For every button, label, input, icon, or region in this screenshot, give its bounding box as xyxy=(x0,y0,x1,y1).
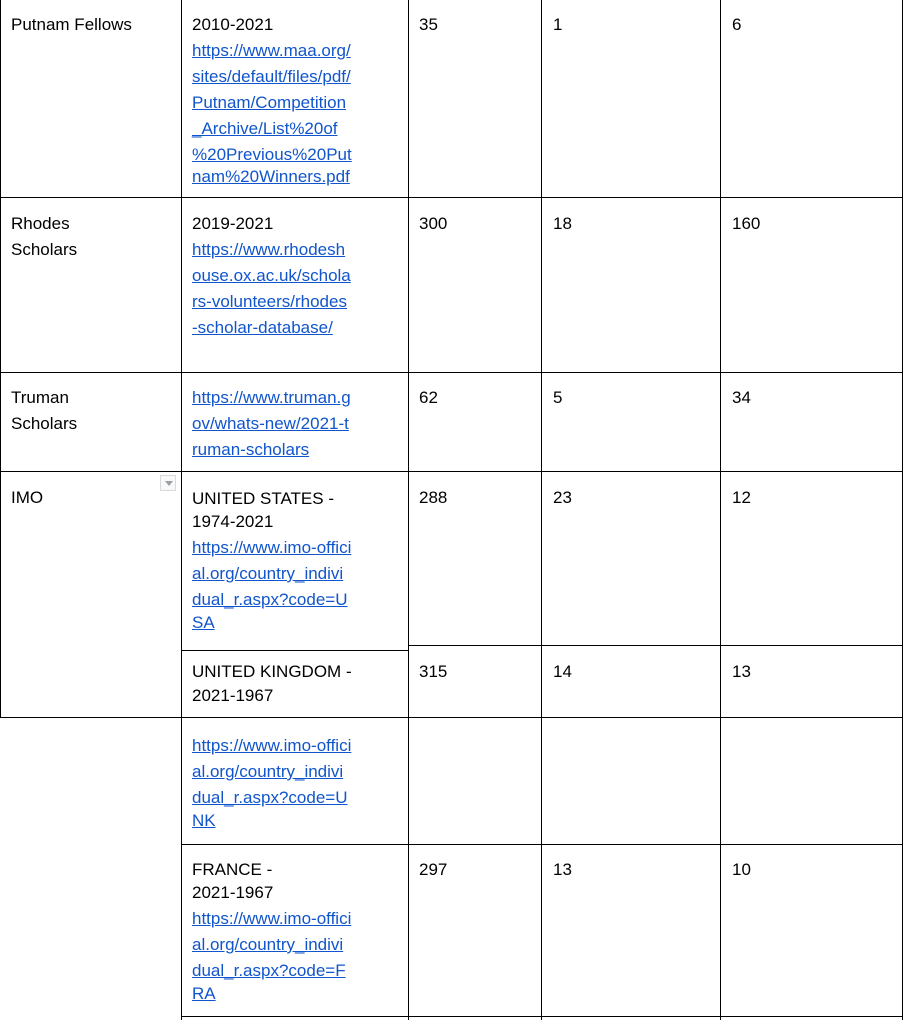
cell-rhodes-name[interactable]: Scholars xyxy=(11,240,78,259)
cell-imo-france-label[interactable]: 2021-1967 xyxy=(192,883,274,902)
cell-truman-name[interactable]: Truman xyxy=(11,388,69,407)
cell-truman-name[interactable]: Scholars xyxy=(11,414,78,433)
cell-truman-col3[interactable]: 62 xyxy=(419,388,438,407)
grid-line xyxy=(408,645,903,646)
cell-imo-usa-col4[interactable]: 23 xyxy=(553,488,572,507)
cell-imo-usa-col3[interactable]: 288 xyxy=(419,488,448,507)
grid-line xyxy=(181,0,182,1020)
grid-line xyxy=(0,717,903,718)
putnam-url-link[interactable]: %20Previous%20Put xyxy=(192,145,352,164)
truman-url-link[interactable]: ov/whats-new/2021-t xyxy=(192,414,349,433)
cell-imo-uk-label[interactable]: UNITED KINGDOM - xyxy=(192,662,352,681)
cell-rhodes-name[interactable]: Rhodes xyxy=(11,214,70,233)
imo-uk-url-link[interactable]: dual_r.aspx?code=U xyxy=(192,788,348,807)
imo-france-url-link[interactable]: dual_r.aspx?code=F xyxy=(192,961,346,980)
grid-line xyxy=(0,471,903,472)
cell-imo-name[interactable]: IMO xyxy=(11,488,44,507)
cell-rhodes-years[interactable]: 2019-2021 xyxy=(192,214,274,233)
putnam-url-link[interactable]: Putnam/Competition xyxy=(192,93,347,112)
putnam-url-link[interactable]: https://www.maa.org/ xyxy=(192,41,351,60)
imo-uk-url-link[interactable]: https://www.imo-offici xyxy=(192,736,352,755)
grid-line xyxy=(0,372,903,373)
cell-rhodes-col4[interactable]: 18 xyxy=(553,214,572,233)
rhodes-url-link[interactable]: ouse.ox.ac.uk/schola xyxy=(192,266,351,285)
putnam-url-link[interactable]: _Archive/List%20of xyxy=(192,119,338,138)
cell-imo-uk-col5[interactable]: 13 xyxy=(732,662,751,681)
imo-france-url-link[interactable]: RA xyxy=(192,984,216,1003)
grid-line xyxy=(902,0,903,1020)
grid-line xyxy=(182,844,903,845)
cell-imo-usa-label[interactable]: UNITED STATES - xyxy=(192,489,334,508)
cell-imo-uk-label[interactable]: 2021-1967 xyxy=(192,686,274,705)
imo-france-url-link[interactable]: https://www.imo-offici xyxy=(192,909,352,928)
cell-truman-col5[interactable]: 34 xyxy=(732,388,751,407)
imo-uk-url-link[interactable]: NK xyxy=(192,811,216,830)
cell-imo-usa-col5[interactable]: 12 xyxy=(732,488,751,507)
rhodes-url-link[interactable]: https://www.rhodesh xyxy=(192,240,346,259)
truman-url-link[interactable]: ruman-scholars xyxy=(192,440,310,459)
rhodes-url-link[interactable]: rs-volunteers/rhodes xyxy=(192,292,347,311)
imo-usa-url-link[interactable]: https://www.imo-offici xyxy=(192,538,352,557)
imo-usa-url-link[interactable]: SA xyxy=(192,613,215,632)
cell-imo-france-label[interactable]: FRANCE - xyxy=(192,860,273,879)
grid-line xyxy=(408,0,409,1020)
grid-line xyxy=(0,0,1,717)
grid-line xyxy=(182,650,408,651)
cell-imo-uk-col3[interactable]: 315 xyxy=(419,662,448,681)
cell-truman-col4[interactable]: 5 xyxy=(553,388,563,407)
cell-putnam-col4[interactable]: 1 xyxy=(553,15,563,34)
cell-imo-uk-col4[interactable]: 14 xyxy=(553,662,572,681)
grid-line xyxy=(720,0,721,1020)
grid-line xyxy=(541,0,542,1020)
grid-line xyxy=(182,1016,903,1017)
truman-url-link[interactable]: https://www.truman.g xyxy=(192,388,351,407)
imo-france-url-link[interactable]: al.org/country_indivi xyxy=(192,935,344,954)
imo-usa-url-link[interactable]: al.org/country_indivi xyxy=(192,564,344,583)
cell-imo-usa-label[interactable]: 1974-2021 xyxy=(192,512,274,531)
putnam-url-link[interactable]: sites/default/files/pdf/ xyxy=(192,67,351,86)
rhodes-url-link[interactable]: -scholar-database/ xyxy=(192,318,333,337)
imo-usa-url-link[interactable]: dual_r.aspx?code=U xyxy=(192,590,348,609)
imo-uk-url-link[interactable]: al.org/country_indivi xyxy=(192,762,344,781)
cell-rhodes-col3[interactable]: 300 xyxy=(419,214,448,233)
cell-putnam-col5[interactable]: 6 xyxy=(732,15,742,34)
grid-line xyxy=(0,197,903,198)
putnam-url-link[interactable]: nam%20Winners.pdf xyxy=(192,167,350,186)
filter-dropdown-icon[interactable] xyxy=(160,475,176,491)
cell-putnam-col3[interactable]: 35 xyxy=(419,15,438,34)
cell-imo-france-col5[interactable]: 10 xyxy=(732,860,751,879)
cell-rhodes-col5[interactable]: 160 xyxy=(732,214,761,233)
cell-putnam-years[interactable]: 2010-2021 xyxy=(192,15,274,34)
cell-imo-france-col3[interactable]: 297 xyxy=(419,860,448,879)
cell-putnam-name[interactable]: Putnam Fellows xyxy=(11,15,132,34)
cell-imo-france-col4[interactable]: 13 xyxy=(553,860,572,879)
